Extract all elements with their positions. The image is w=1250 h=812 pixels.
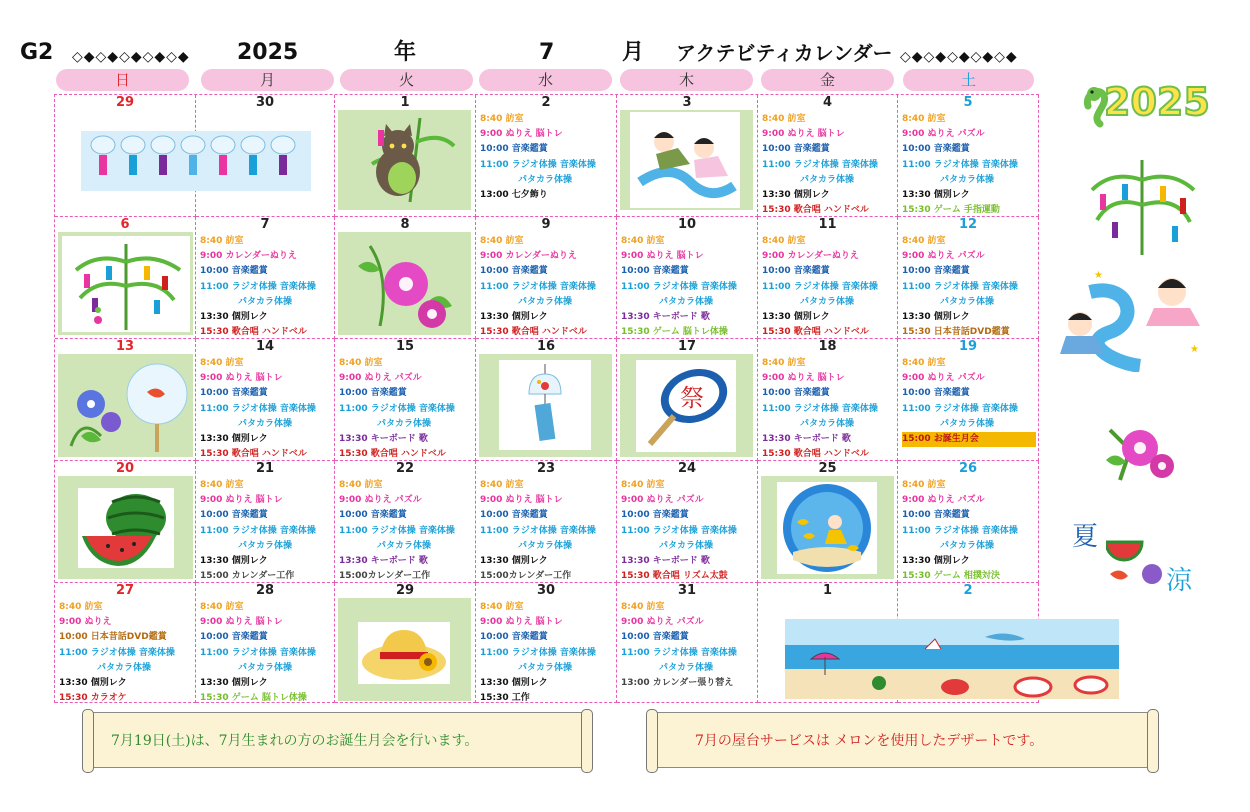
activity-item: 11:00 ラジオ体操 音楽体操	[339, 403, 455, 414]
activity-list	[59, 600, 193, 706]
activity-list	[902, 478, 1036, 584]
activity-list	[200, 600, 332, 706]
activity-item: 15:30 歌合唱 ハンドベル	[200, 449, 307, 460]
activity-item: 13:30 キーボード 歌	[339, 556, 428, 567]
birthday-note-text: 7月19日(土)は、7月生まれの方のお誕生月会を行います。	[111, 733, 479, 749]
cool-kanji: 涼	[1166, 566, 1193, 596]
header-year: 2025	[237, 40, 299, 65]
activity-item: 9:00 ぬりえ パズル	[902, 129, 985, 140]
activity-item: 9:00 カレンダーぬりえ	[762, 251, 859, 262]
activity-list	[200, 234, 332, 340]
activity-item: 13:30 個別レク	[200, 556, 268, 567]
day-number: 20	[115, 461, 135, 476]
activity-item: 15:30 歌合唱 ハンドベル	[762, 449, 869, 460]
windchimes-illustration	[81, 131, 311, 191]
activity-item: 8:40 訪室	[762, 236, 806, 246]
activity-item: 9:00 ぬりえ パズル	[339, 495, 422, 506]
activity-item: 13:00 カレンダー張り替え	[621, 678, 734, 689]
activity-item: 9:00 カレンダーぬりえ	[480, 251, 577, 262]
day-number: 17	[677, 339, 697, 354]
uchiwa-illustration	[620, 354, 753, 457]
activity-item: 15:30 カラオケ	[59, 693, 127, 704]
activity-item: 11:00 ラジオ体操 音楽体操	[902, 159, 1018, 170]
day-cell	[335, 583, 476, 703]
activity-item: 11:00 ラジオ体操 音楽体操	[621, 647, 737, 658]
day-number: 2	[541, 95, 551, 110]
day-number: 30	[536, 583, 556, 598]
day-number: 25	[818, 461, 837, 476]
activity-item: 10:00 音楽鑑賞	[902, 266, 970, 277]
orihime-hikoboshi-decoration	[1050, 262, 1210, 372]
activity-item: 13:30 個別レク	[762, 312, 830, 323]
activity-list	[762, 356, 895, 462]
weekday-header-2: 火	[340, 69, 473, 91]
activity-item: 13:30 個別レク	[200, 434, 268, 445]
activity-item: 9:00 ぬりえ パズル	[902, 373, 985, 384]
activity-item: 11:00 ラジオ体操 音楽体操	[339, 525, 455, 536]
activity-item: 11:00 ラジオ体操 音楽体操	[902, 525, 1018, 536]
day-number: 2	[963, 583, 973, 598]
activity-item: 13:30 キーボード 歌	[762, 434, 851, 445]
day-number: 27	[115, 583, 135, 598]
activity-item: 9:00 ぬりえ 脳トレ	[480, 617, 563, 628]
scroll-right-roll	[1147, 709, 1159, 773]
activity-item: 11:00 ラジオ体操 音楽体操	[480, 281, 596, 292]
activity-list	[480, 600, 614, 706]
activity-item: 9:00 ぬりえ 脳トレ	[200, 617, 283, 628]
activity-item: 13:30 個別レク	[902, 312, 970, 323]
activity-item: パタカラ体操	[238, 418, 293, 429]
activity-item: 11:00 ラジオ体操 音楽体操	[59, 647, 175, 658]
activity-item: パタカラ体操	[377, 418, 432, 429]
activity-item: 10:00 音楽鑑賞	[762, 144, 830, 155]
activity-item: 11:00 ラジオ体操 音楽体操	[902, 403, 1018, 414]
activity-item: パタカラ体操	[518, 174, 573, 185]
activity-item: 15:30 ゲーム 脳トレ体操	[200, 693, 307, 704]
activity-item: 11:00 ラジオ体操 音楽体操	[762, 403, 878, 414]
day-cell	[758, 217, 898, 339]
svg-text:★: ★	[1094, 270, 1103, 281]
day-number: 16	[536, 339, 556, 354]
activity-item: パタカラ体操	[800, 418, 855, 429]
day-number: 24	[677, 461, 697, 476]
activity-item: 10:00 音楽鑑賞	[621, 510, 689, 521]
activity-list	[621, 600, 755, 691]
activity-item: 8:40 訪室	[200, 480, 244, 490]
activity-item: 9:00 ぬりえ パズル	[902, 251, 985, 262]
activity-item: 15:30 ゲーム 手指運動	[902, 205, 1000, 216]
activity-item: パタカラ体操	[940, 540, 995, 551]
activity-item: 10:00 日本昔話DVD鑑賞	[59, 632, 167, 643]
day-cell	[335, 95, 476, 217]
milky-way-couple-icon	[1050, 262, 1210, 372]
activity-item: 13:30 個別レク	[902, 190, 970, 201]
day-cell	[196, 217, 335, 339]
activity-item: 9:00 ぬりえ 脳トレ	[762, 129, 845, 140]
scroll-left-roll	[646, 709, 658, 773]
activity-item: 9:00 ぬりえ 脳トレ	[762, 373, 845, 384]
day-cell	[898, 339, 1039, 461]
header-title: アクテビティカレンダー	[676, 41, 893, 65]
header-month: 7	[539, 40, 555, 65]
scroll-left-roll	[82, 709, 94, 773]
weekday-header-row	[56, 69, 1036, 91]
activity-item: パタカラ体操	[238, 662, 293, 673]
day-number: 15	[395, 339, 415, 354]
weekday-header-0: 日	[56, 69, 189, 91]
activity-item: 8:40 訪室	[762, 114, 806, 124]
activity-item: 15:30 歌合唱 リズム太鼓	[621, 571, 728, 582]
day-number: 11	[818, 217, 837, 232]
activity-item: 10:00 音楽鑑賞	[339, 388, 407, 399]
scroll-right-roll	[581, 709, 593, 773]
ocean-illustration	[761, 476, 894, 579]
day-cell	[476, 583, 617, 703]
beach-illustration	[785, 619, 1119, 699]
activity-item: パタカラ体操	[97, 662, 152, 673]
activity-item: 10:00 音楽鑑賞	[200, 388, 268, 399]
activity-list	[339, 478, 473, 584]
day-number: 1	[822, 583, 833, 598]
activity-item: パタカラ体操	[940, 174, 995, 185]
day-number: 29	[115, 95, 135, 110]
header-diamonds-left: ◇◆◇◆◇◆◇◆◇◆	[72, 49, 190, 65]
activity-list	[902, 112, 1036, 218]
activity-item: パタカラ体操	[659, 296, 714, 307]
activity-item: 10:00 音楽鑑賞	[902, 510, 970, 521]
activity-list	[480, 112, 614, 203]
day-cell	[617, 339, 758, 461]
activity-item: 11:00 ラジオ体操 音楽体操	[480, 525, 596, 536]
activity-item: パタカラ体操	[659, 662, 714, 673]
summer-cool-decoration	[1068, 516, 1198, 596]
activity-item: パタカラ体操	[940, 418, 995, 429]
activity-item: 10:00 音楽鑑賞	[200, 510, 268, 521]
activity-item: 8:40 訪室	[480, 480, 524, 490]
day-number: 31	[677, 583, 697, 598]
activity-item: 11:00 ラジオ体操 音楽体操	[621, 281, 737, 292]
food-stall-note-text: 7月の屋台サービスは メロンを使用したデザートです。	[695, 733, 1044, 749]
activity-item: 9:00 ぬりえ	[59, 617, 112, 628]
activity-item: パタカラ体操	[238, 540, 293, 551]
watermelon-illustration	[58, 476, 193, 579]
day-cell	[617, 583, 758, 703]
activity-item: 13:30 キーボード 歌	[621, 312, 710, 323]
day-cell	[196, 583, 335, 703]
weekday-header-6: 土	[903, 69, 1034, 91]
activity-item: 11:00 ラジオ体操 音楽体操	[480, 159, 596, 170]
activity-item: 8:40 訪室	[902, 358, 946, 368]
activity-item: 15:30 歌合唱 ハンドベル	[762, 327, 869, 338]
day-number: 29	[395, 583, 415, 598]
activity-item: 8:40 訪室	[59, 602, 103, 612]
activity-item: 11:00 ラジオ体操 音楽体操	[200, 647, 316, 658]
day-cell	[758, 339, 898, 461]
activity-item: 9:00 ぬりえ パズル	[621, 495, 704, 506]
activity-item: 13:30 個別レク	[480, 312, 548, 323]
activity-item: 10:00 音楽鑑賞	[621, 632, 689, 643]
day-number: 19	[958, 339, 978, 354]
activity-item: 9:00 カレンダーぬりえ	[200, 251, 297, 262]
day-number: 18	[818, 339, 837, 354]
day-cell	[617, 217, 758, 339]
day-number: 7	[260, 217, 270, 232]
activity-item: 8:40 訪室	[902, 114, 946, 124]
day-cell	[898, 461, 1039, 583]
activity-item: 15:00 お誕生月会	[902, 432, 1036, 447]
activity-item: 8:40 訪室	[200, 236, 244, 246]
day-cell	[55, 461, 196, 583]
activity-item: 13:30 個別レク	[200, 312, 268, 323]
activity-item: 11:00 ラジオ体操 音楽体操	[902, 281, 1018, 292]
activity-item: 15:00カレンダー工作	[339, 571, 431, 582]
activity-item: 13:30 キーボード 歌	[339, 434, 428, 445]
activity-item: 11:00 ラジオ体操 音楽体操	[762, 281, 878, 292]
activity-item: 15:00 カレンダー工作	[200, 571, 295, 582]
day-cell	[335, 217, 476, 339]
activity-item: 11:00 ラジオ体操 音楽体操	[621, 525, 737, 536]
day-number: 5	[963, 95, 973, 110]
activity-list	[902, 234, 1036, 340]
day-cell	[476, 339, 617, 461]
day-cell	[476, 95, 617, 217]
watermelon-goldfish-icon	[1106, 522, 1166, 592]
activity-item: 8:40 訪室	[902, 236, 946, 246]
activity-item: 10:00 音楽鑑賞	[762, 266, 830, 277]
day-cell	[617, 461, 758, 583]
activity-list	[902, 356, 1036, 447]
day-cell	[196, 339, 335, 461]
activity-item: 10:00 音楽鑑賞	[339, 510, 407, 521]
morningglory-illustration	[338, 232, 471, 335]
bamboo-illustration	[58, 232, 193, 335]
day-number: 21	[255, 461, 275, 476]
activity-item: 10:00 音楽鑑賞	[480, 266, 548, 277]
activity-item: 9:00 ぬりえ 脳トレ	[480, 129, 563, 140]
activity-item: 13:30 個別レク	[480, 678, 548, 689]
tanabata-bamboo-icon	[1082, 150, 1202, 260]
activity-item: 15:30 歌合唱 ハンドベル	[339, 449, 446, 460]
day-number: 23	[536, 461, 556, 476]
activity-list	[480, 478, 614, 584]
activity-item: 15:30 歌合唱 ハンドベル	[200, 327, 307, 338]
activity-item: 10:00 音楽鑑賞	[200, 266, 268, 277]
bamboo-decoration	[1082, 150, 1202, 260]
activity-item: 9:00 ぬりえ 脳トレ	[480, 495, 563, 506]
day-number: 26	[958, 461, 978, 476]
day-cell	[335, 339, 476, 461]
activity-item: 13:30 キーボード 歌	[621, 556, 710, 567]
activity-list	[762, 112, 895, 218]
activity-list	[200, 478, 332, 584]
day-number: 9	[541, 217, 551, 232]
activity-item: 9:00 ぬりえ 脳トレ	[621, 251, 704, 262]
day-cell	[898, 217, 1039, 339]
goldfish-illustration	[58, 354, 193, 457]
day-number: 1	[400, 95, 410, 110]
year-badge-2025	[1080, 76, 1210, 132]
year-badge-text: 2025	[1104, 80, 1210, 124]
day-number: 22	[395, 461, 415, 476]
activity-item: パタカラ体操	[518, 296, 573, 307]
day-cell	[55, 217, 196, 339]
day-cell	[617, 95, 758, 217]
activity-list	[762, 234, 895, 340]
activity-item: 8:40 訪室	[621, 236, 665, 246]
activity-item: パタカラ体操	[800, 174, 855, 185]
day-number: 28	[255, 583, 275, 598]
header-year-kanji: 年	[394, 40, 417, 65]
weekday-header-4: 木	[620, 69, 753, 91]
activity-item: 13:30 個別レク	[902, 556, 970, 567]
activity-item: 13:30 個別レク	[200, 678, 268, 689]
day-cell	[898, 95, 1039, 217]
activity-item: 8:40 訪室	[200, 358, 244, 368]
birthday-note-scroll	[86, 712, 589, 768]
activity-item: 13:30 個別レク	[762, 190, 830, 201]
cat-illustration	[338, 110, 471, 210]
activity-item: 8:40 訪室	[339, 480, 383, 490]
activity-list	[339, 356, 473, 462]
day-number: 3	[682, 95, 692, 110]
activity-item: 8:40 訪室	[902, 480, 946, 490]
activity-item: 9:00 ぬりえ 脳トレ	[200, 495, 283, 506]
activity-item: 15:30 歌合唱 ハンドベル	[762, 205, 869, 216]
activity-item: パタカラ体操	[238, 296, 293, 307]
day-cell	[758, 461, 898, 583]
activity-item: 15:30 ゲーム 相撲対決	[902, 571, 1000, 582]
day-number: 12	[958, 217, 978, 232]
activity-item: 15:00カレンダー工作	[480, 571, 572, 582]
activity-item: 11:00 ラジオ体操 音楽体操	[762, 159, 878, 170]
activity-list	[621, 478, 755, 584]
day-cell	[196, 461, 335, 583]
activity-item: 10:00 音楽鑑賞	[902, 388, 970, 399]
furin-illustration	[479, 354, 612, 457]
activity-item: パタカラ体操	[518, 540, 573, 551]
day-cell	[55, 583, 196, 703]
activity-item: 9:00 ぬりえ パズル	[339, 373, 422, 384]
activity-item: パタカラ体操	[940, 296, 995, 307]
day-number: 4	[822, 95, 833, 110]
activity-item: 15:30 歌合唱 ハンドベル	[480, 327, 587, 338]
activity-item: 8:40 訪室	[621, 602, 665, 612]
day-number: 10	[677, 217, 697, 232]
day-cell	[476, 461, 617, 583]
activity-item: 13:30 個別レク	[480, 556, 548, 567]
activity-item: 8:40 訪室	[339, 358, 383, 368]
weekday-header-3: 水	[479, 69, 612, 91]
activity-item: 11:00 ラジオ体操 音楽体操	[200, 281, 316, 292]
day-number: 14	[255, 339, 275, 354]
activity-list	[200, 356, 332, 462]
calendar-header	[0, 38, 1050, 68]
activity-item: 11:00 ラジオ体操 音楽体操	[200, 525, 316, 536]
activity-item: 8:40 訪室	[200, 602, 244, 612]
activity-item: 9:00 ぬりえ 脳トレ	[200, 373, 283, 384]
activity-item: 10:00 音楽鑑賞	[200, 632, 268, 643]
activity-item: 10:00 音楽鑑賞	[480, 510, 548, 521]
day-cell	[476, 217, 617, 339]
food-stall-note-scroll	[650, 712, 1155, 768]
svg-text:★: ★	[1190, 344, 1199, 355]
activity-list	[480, 234, 614, 340]
day-cell	[758, 95, 898, 217]
activity-item: 13:30 個別レク	[59, 678, 127, 689]
activity-item: 10:00 音楽鑑賞	[762, 388, 830, 399]
day-number: 6	[120, 217, 130, 232]
activity-item: 10:00 音楽鑑賞	[480, 144, 548, 155]
activity-item: 8:40 訪室	[762, 358, 806, 368]
day-cell	[55, 339, 196, 461]
activity-item: 8:40 訪室	[480, 236, 524, 246]
activity-item: 8:40 訪室	[621, 480, 665, 490]
day-number: 13	[115, 339, 135, 354]
calendar-grid	[54, 94, 1039, 703]
day-cell	[335, 461, 476, 583]
strawhat-illustration	[338, 598, 471, 701]
header-diamonds-right: ◇◆◇◆◇◆◇◆◇◆	[900, 49, 1018, 65]
activity-item: 8:40 訪室	[480, 114, 524, 124]
activity-item: パタカラ体操	[518, 662, 573, 673]
day-number: 30	[255, 95, 275, 110]
activity-item: 15:30 日本昔話DVD鑑賞	[902, 327, 1010, 338]
tanabata-illustration	[620, 110, 753, 210]
activity-item: 15:30 工作	[480, 693, 530, 704]
header-code: G2	[20, 40, 54, 65]
activity-item: 9:00 ぬりえ パズル	[621, 617, 704, 628]
activity-list	[621, 234, 755, 340]
morning-glory-decoration	[1100, 410, 1180, 490]
activity-item: 10:00 音楽鑑賞	[480, 632, 548, 643]
header-month-kanji: 月	[622, 40, 645, 65]
weekday-header-5: 金	[761, 69, 894, 91]
morning-glory-icon	[1100, 410, 1180, 490]
activity-item: 11:00 ラジオ体操 音楽体操	[480, 647, 596, 658]
summer-kanji: 夏	[1072, 522, 1099, 552]
activity-item: 10:00 音楽鑑賞	[902, 144, 970, 155]
svg-text:祭: 祭	[680, 384, 704, 412]
activity-item: 13:00 七夕飾り	[480, 190, 548, 201]
weekday-header-1: 月	[201, 69, 334, 91]
activity-item: 9:00 ぬりえ パズル	[902, 495, 985, 506]
activity-item: 8:40 訪室	[480, 602, 524, 612]
activity-item: 10:00 音楽鑑賞	[621, 266, 689, 277]
activity-item: パタカラ体操	[377, 540, 432, 551]
activity-item: パタカラ体操	[659, 540, 714, 551]
activity-item: パタカラ体操	[800, 296, 855, 307]
day-number: 8	[400, 217, 410, 232]
activity-item: 15:30 ゲーム 脳トレ体操	[621, 327, 728, 338]
activity-item: 11:00 ラジオ体操 音楽体操	[200, 403, 316, 414]
